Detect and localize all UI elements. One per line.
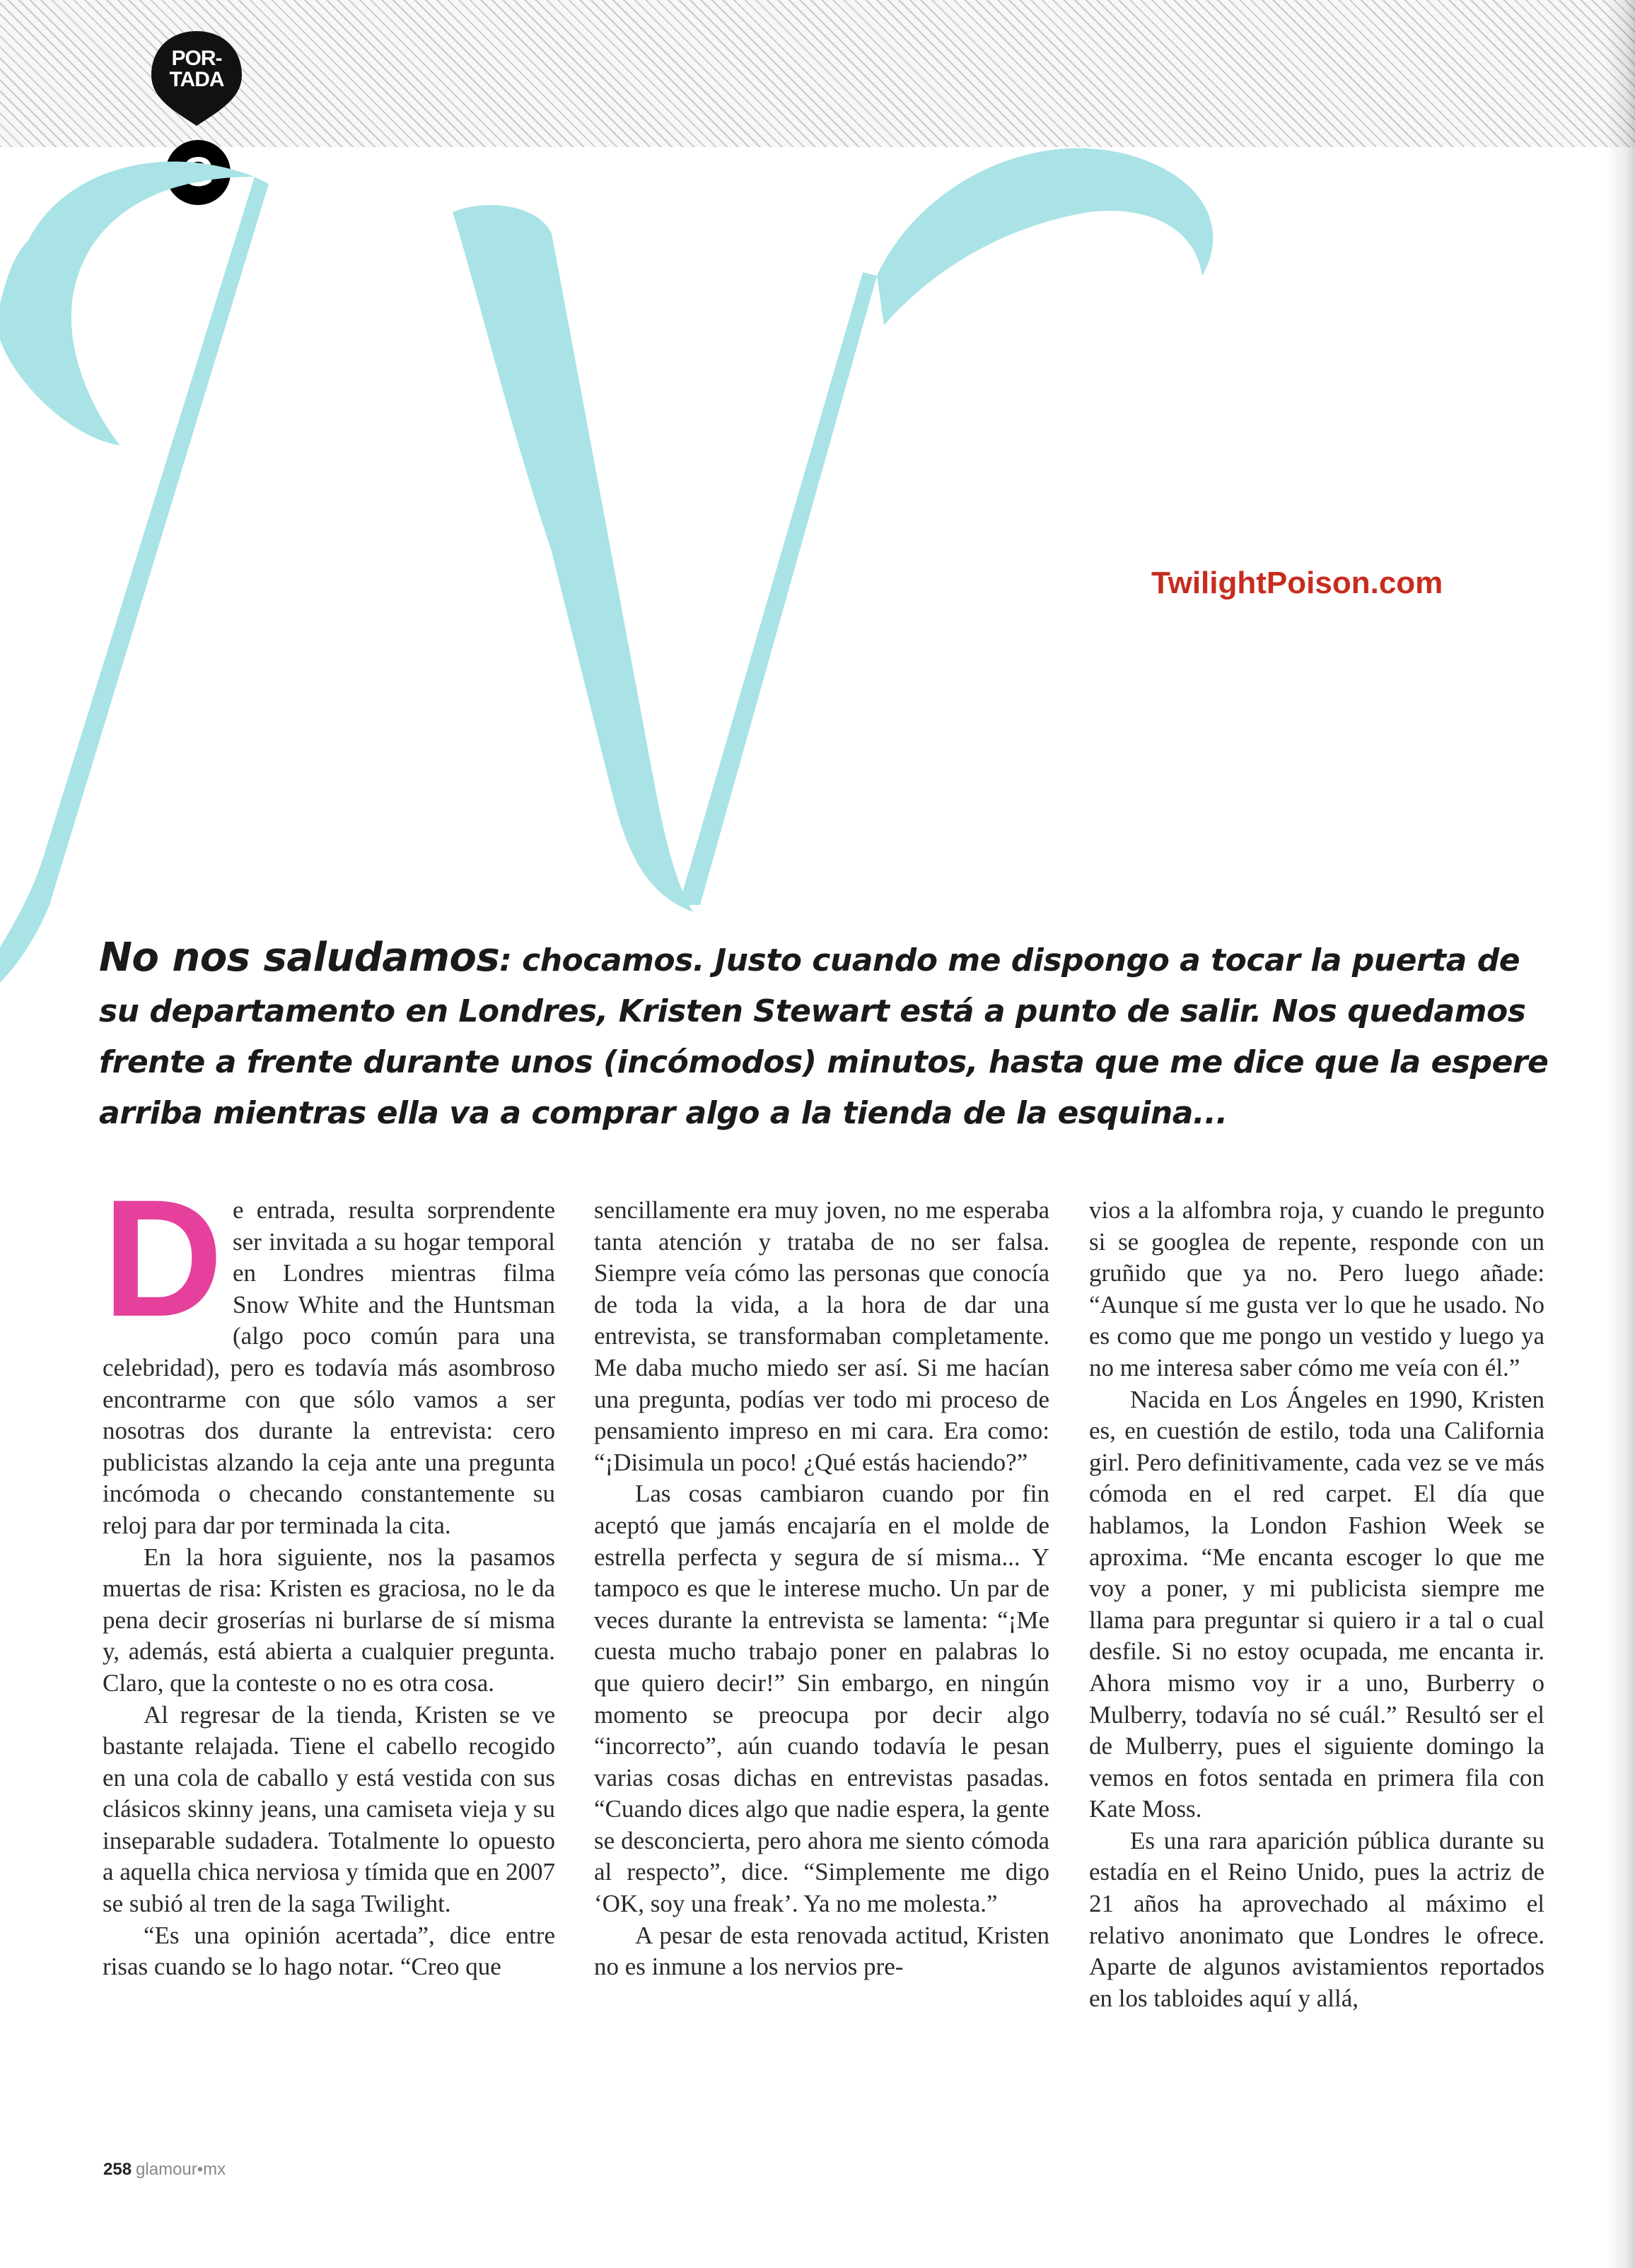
article-column-2 — [594, 1195, 1049, 1983]
paragraph: sencillamente era muy joven, no me esperaba tanta atención y trataba de no ser falsa. Siempre veía cómo las personas que conocía de toda la vida, a la hora de dar una entrevista, se transformaban completamente. Me daba mucho miedo ser así. Si me hacían una pregunta, podías ver todo mi proceso de pensamiento impreso en mi cara. Era como: “¡Disimula un poco! ¿Qué estás haciendo?” — [594, 1196, 1049, 1476]
magazine-name: glamour•mx — [136, 2160, 226, 2179]
paragraph: Al regresar de la tienda, Kristen se ve bastante relajada. Tiene el cabello recogido en una cola de caballo y está vestida con sus clásicos skinny jeans, una camiseta vieja y su inseparable sudadera. Totalmente lo opuesto a aquella chica nerviosa y tímida que en 2007 se subió al tren de la saga Twilight. — [103, 1700, 555, 1918]
page-footer — [103, 2160, 226, 2180]
page-gutter-shadow — [1605, 0, 1635, 2268]
paragraph: Nacida en Los Ángeles en 1990, Kristen es, en cuestión de estilo, toda una California girl. Pero definitivamente, cada vez se ve más cómoda en el red carpet. El día que hablamos, la London Fashion Week se aproxima. “Me encanta escoger lo que me voy a poner, y mi publicista siempre me llama para preguntar si quiero ir a tal o cual desfile. Si no estoy ocupada, me encanta ir. Ahora mismo voy ir a uno, Burberry o Mulberry, todavía no sé cuál.” Resultó ser el de Mulberry, pues el siguiente domingo la vemos en fotos sentada en primera fila con Kate Moss. — [1089, 1385, 1544, 1823]
paragraph: vios a la alfombra roja, y cuando le pregunto si se googlea de repente, responde con un gruñido que ya no. Pero luego añade: “Aunque sí me gusta ver lo que he usado. No es como que me pongo un vestido y luego ya no me interesa saber cómo me veía con él.” — [1089, 1196, 1544, 1381]
article-column-3 — [1089, 1195, 1544, 2014]
paragraph-text: e entrada, resulta sorprendente ser invitada a su hogar temporal en Londres mientras filma Snow White and the Huntsman (algo poco común para una celebridad), pero es todavía más asombroso encontrarme con que sólo vamos a ser nosotras dos durante la entrevista: cero publicistas alzando la ceja ante una pregunta incómoda o checando constantemente su reloj para dar por terminada la cita. — [103, 1196, 555, 1539]
watermark: TwilightPoison.com — [1151, 566, 1443, 600]
intro-lead: No nos saludamos — [99, 935, 500, 981]
decorative-initial-n — [0, 127, 1245, 1046]
intro-text: : chocamos. Justo cuando me dispongo a tocar la puerta de su departamento en Londres, Kristen Stewart está a punto de salir. Nos quedamos frente a frente durante unos (incómodos) minutos, hasta que me dice que la espere arriba mientras ella va a comprar algo a la tienda de la esquina... — [99, 942, 1549, 1131]
section-badge — [147, 28, 246, 127]
article-column-1 — [103, 1165, 555, 1983]
section-label — [147, 48, 246, 90]
intro-paragraph — [99, 933, 1549, 1138]
drop-cap: D — [103, 1165, 223, 1352]
section-label-line2: TADA — [169, 68, 224, 91]
paragraph: Es una rara aparición pública durante su estadía en el Reino Unido, pues la actriz de 21 años ha aprovechado al máximo el relativo anonimato que Londres le ofrece. Aparte de algunos avistamientos reportados en los tabloides aquí y allá, — [1089, 1826, 1544, 2012]
paragraph: “Es una opinión acertada”, dice entre risas cuando se lo hago notar. “Creo que — [103, 1921, 555, 1981]
page-number: 258 — [103, 2160, 132, 2179]
section-label-line1: POR- — [171, 47, 222, 70]
paragraph: A pesar de esta renovada actitud, Kristen no es inmune a los nervios pre- — [594, 1921, 1049, 1981]
paragraph — [103, 1165, 555, 1542]
paragraph: Las cosas cambiaron cuando por fin aceptó que jamás encajaría en el molde de estrella perfecta y segura de sí misma... Y tampoco es que le interese mucho. Un par de veces durante la entrevista se lamenta: “¡Me cuesta mucho trabajo poner en palabras lo que quiero decir!” Sin embargo, en ningún momento se preocupa por decir algo “incorrecto”, aún cuando todavía le pesan varias cosas dichas en entrevistas pasadas. “Cuando dices algo que nadie espera, la gente se desconcierta, pero ahora me siento cómoda al respecto”, dice. “Simplemente me digo ‘OK, soy una freak’. Ya no me molesta.” — [594, 1480, 1049, 1918]
paragraph: En la hora siguiente, nos la pasamos muertas de risa: Kristen es graciosa, no le da pena decir groserías ni burlarse de sí misma y, además, está abierta a cualquier pregunta. Claro, que la conteste o no es otra cosa. — [103, 1543, 555, 1697]
